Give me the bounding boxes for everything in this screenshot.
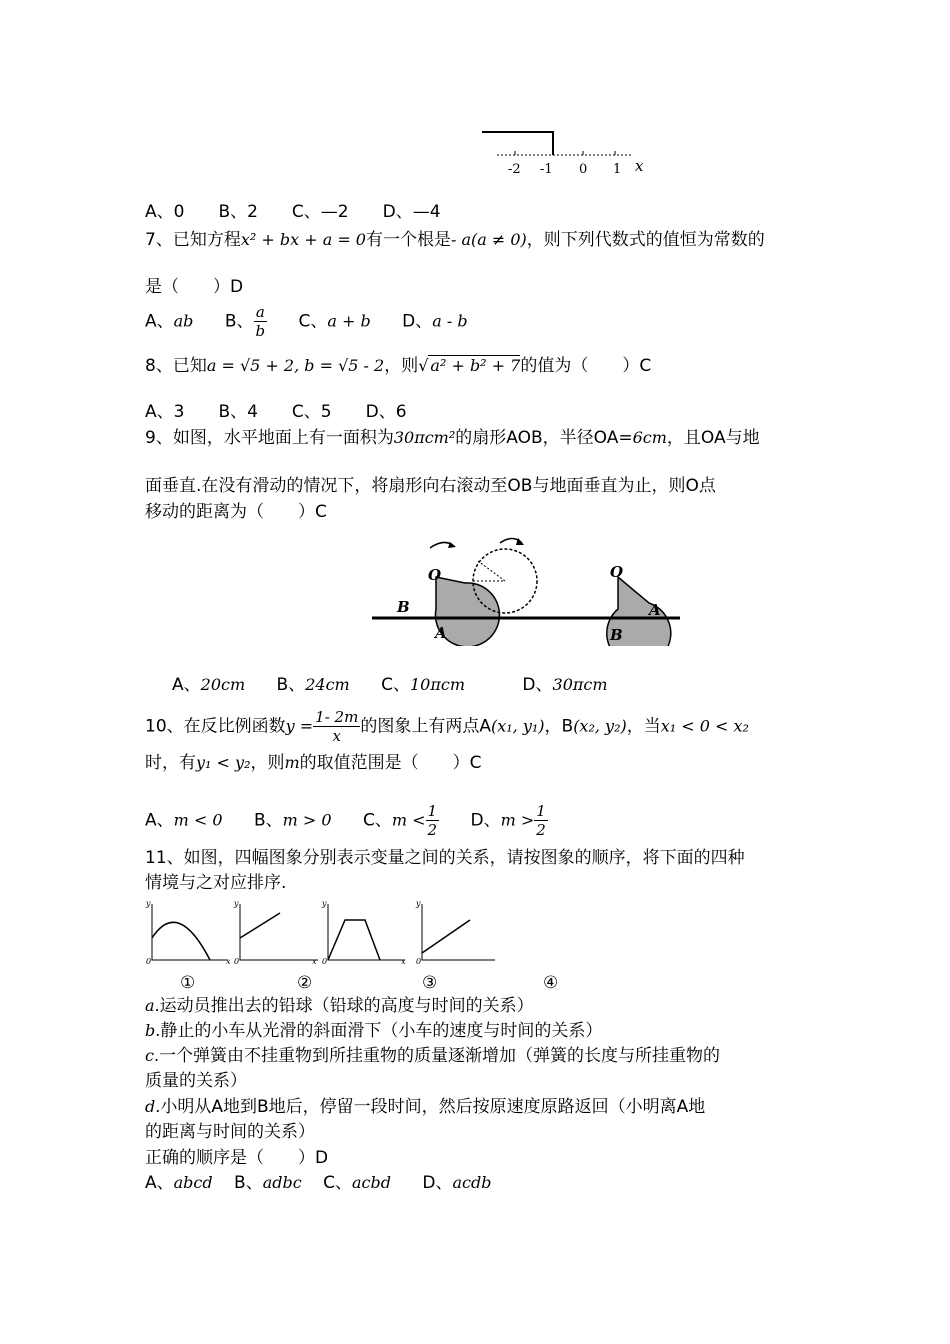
q11-line1: 11、如图，四幅图象分别表示变量之间的关系，请按图象的顺序，将下面的四种 <box>145 848 745 868</box>
q11-scenario-c: c.一个弹簧由不挂重物到所挂重物的质量逐渐增加（弹簧的长度与所挂重物的 <box>145 1046 721 1066</box>
q11-line2: 情境与之对应排序. <box>145 873 287 893</box>
q9-options: A、20cm B、24cm C、10πcm D、30πcm <box>172 675 608 695</box>
graph-label: ① <box>180 973 196 993</box>
q9-line3: 移动的距离为（ ）C <box>145 502 327 522</box>
q11-scenario-d-cont: 的距离与时间的关系） <box>145 1122 315 1142</box>
number-line-figure <box>475 125 655 187</box>
axis-x: x <box>226 957 231 966</box>
axis-y: y <box>234 899 239 908</box>
q9-line2: 面垂直.在没有滑动的情况下，将扇形向右滚动至OB与地面垂直为止，则O点 <box>145 476 716 496</box>
q10-line2: 时，有y₁ < y₂，则m的取值范围是（ ）C <box>145 753 482 773</box>
axis-y: y <box>146 899 151 908</box>
origin: 0 <box>416 957 422 966</box>
label-A-right: A <box>649 601 661 619</box>
graph-2 <box>240 904 318 960</box>
q9-stem: 9、如图，水平地面上有一面积为30πcm²的扇形AOB，半径OA=6cm，且OA与地 <box>145 428 760 448</box>
graph-1 <box>152 904 228 960</box>
origin: 0 <box>234 957 240 966</box>
label-O-right: O <box>610 563 624 581</box>
tick-label: 1 <box>613 162 622 177</box>
graph-label-4 <box>540 970 570 994</box>
q7-stem-end: 是（ ）D <box>145 277 244 297</box>
origin: 0 <box>322 957 328 966</box>
q8-stem: 8、已知a = √5 + 2, b = √5 - 2，则√ a² + b² + 7的值为（ ）C <box>145 356 652 376</box>
tick-label: -1 <box>540 162 553 177</box>
q11-scenario-d: d.小明从A地到B地后，停留一段时间，然后按原速度原路返回（小明离A地 <box>145 1097 706 1117</box>
tick-label: 0 <box>579 162 588 177</box>
label-O-left: O <box>428 566 442 584</box>
tick-label: -2 <box>508 162 521 177</box>
q8-options: A、3 B、4 C、5 D、6 <box>145 402 407 422</box>
q11-scenario-b: b.静止的小车从光滑的斜面滑下（小车的速度与时间的关系） <box>145 1021 603 1041</box>
graph-4 <box>422 904 495 960</box>
q11-answer: 正确的顺序是（ ）D <box>145 1148 329 1168</box>
q11-options: A、abcd B、adbc C、acbd D、acdb <box>145 1173 492 1193</box>
svg-text:④: ④ <box>543 973 559 993</box>
axis-y: y <box>322 899 327 908</box>
sector-rolling-figure <box>370 528 685 646</box>
label-B-right: B <box>610 626 623 644</box>
origin: 0 <box>146 957 152 966</box>
axis-y: y <box>416 899 421 908</box>
axis-x: x <box>401 957 406 966</box>
graph-3 <box>328 904 405 960</box>
q7-stem: 7、已知方程x² + bx + a = 0有一个根是- a(a ≠ 0)，则下列代数式的值恒为常数的 <box>145 230 765 250</box>
q11-scenario-a: a.运动员推出去的铅球（铅球的高度与时间的关系） <box>145 996 534 1016</box>
label-B-left: B <box>397 598 410 616</box>
q10-stem: 10、在反比例函数y = $\frac{1- 2m}{x}$ 的图象上有两点A(x₁, y₁)，B(x₂, y₂)，当x₁ < 0 < x₂ <box>145 708 749 745</box>
graph-label: ③ <box>422 973 438 993</box>
graph-label: ② <box>297 973 313 993</box>
axis-x: x <box>312 957 317 966</box>
label-A-left: A <box>435 624 447 642</box>
q7-options: A、ab B、 $\frac{a}{b}$ C、a + b D、a - b <box>145 303 468 340</box>
q11-scenario-c-cont: 质量的关系） <box>145 1071 247 1091</box>
axis-label: x <box>635 157 644 175</box>
q10-options: A、m < 0 B、m > 0 C、m < $\frac{1}{2}$ D、m > $\frac{1}{2}$ <box>145 802 546 839</box>
q6-options: A、0 B、2 C、—2 D、—4 <box>145 202 441 222</box>
q11-graphs-figure <box>140 898 520 993</box>
